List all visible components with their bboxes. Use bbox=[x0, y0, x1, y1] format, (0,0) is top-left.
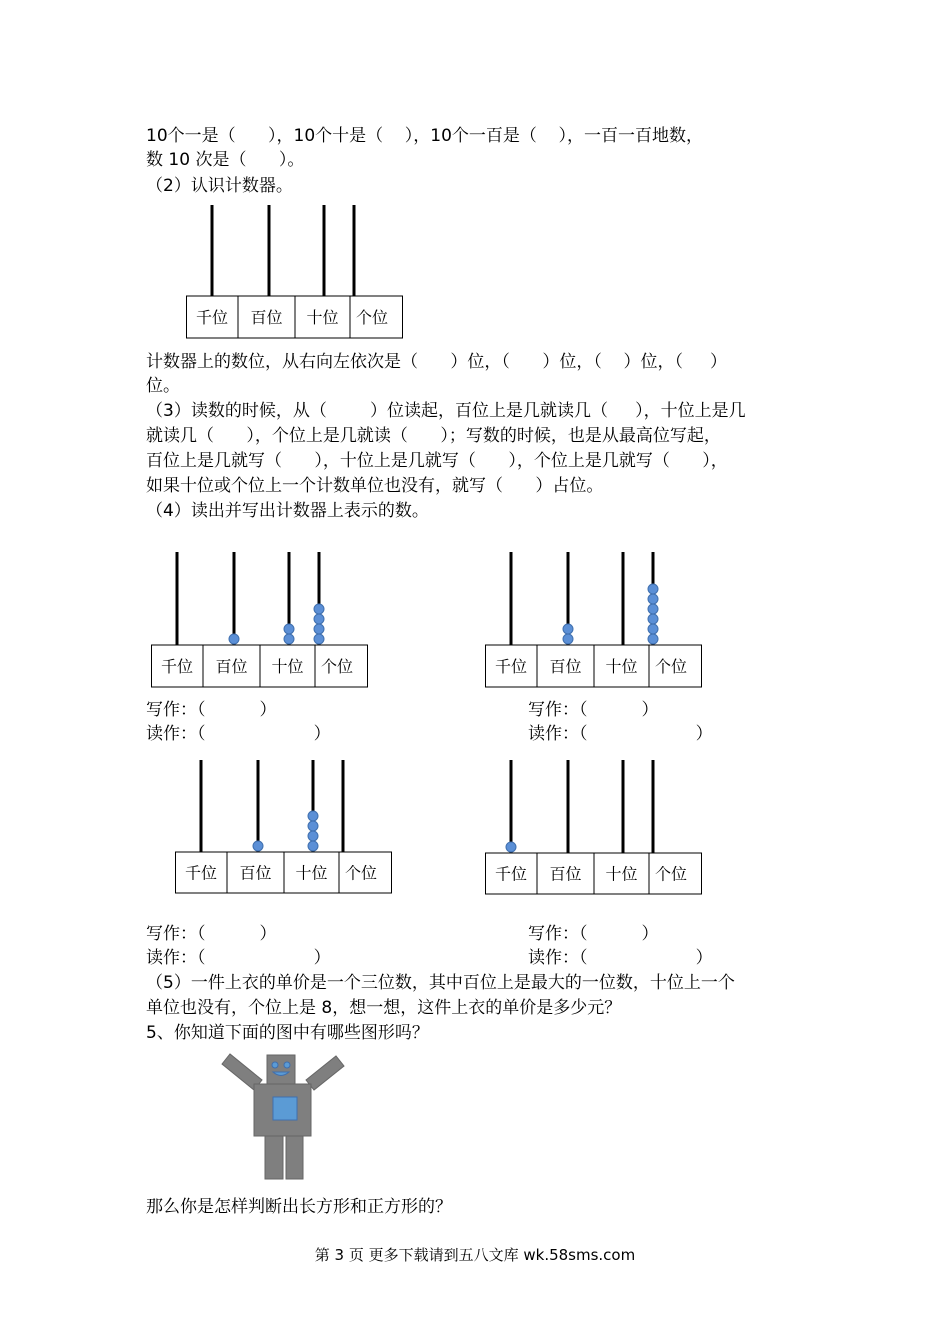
read-label-2: 读作：（ ） bbox=[528, 724, 713, 744]
abacus-place-label: 十位 bbox=[295, 863, 328, 883]
abacus-place-label: 十位 bbox=[271, 657, 304, 676]
page-footer: 第 3 页 更多下载请到五八文库 wk.58sms.com bbox=[314, 1246, 636, 1264]
abacus-bead bbox=[284, 634, 294, 644]
abacus-bead bbox=[229, 634, 239, 644]
abacus-place-label: 十位 bbox=[605, 864, 638, 884]
abacus-bead bbox=[314, 614, 324, 624]
robot-left-eye bbox=[272, 1062, 278, 1068]
text-line-11: （5）一件上衣的单价是一个三位数，其中百位上是最大的一位数，十位上一个 bbox=[146, 973, 735, 993]
text-line-8: 百位上是几就写（ ），十位上是几就写（ ），个位上是几就写（ ）， bbox=[146, 451, 728, 471]
abacus-bead bbox=[506, 842, 516, 852]
text-line-2: 数 10 次是（ ）。 bbox=[146, 150, 305, 170]
abacus-3 bbox=[175, 760, 392, 894]
robot-right-eye bbox=[284, 1062, 290, 1068]
abacus-bead bbox=[563, 634, 573, 644]
write-label-3: 写作：（ ） bbox=[146, 924, 277, 944]
read-label-4: 读作：（ ） bbox=[528, 948, 713, 968]
robot-left-leg bbox=[265, 1136, 283, 1179]
abacus-bead bbox=[648, 594, 658, 604]
abacus-2 bbox=[485, 552, 702, 688]
abacus-place-label: 百位 bbox=[239, 863, 272, 883]
text-line-7: 就读几（ ），个位上是几就读（ ）；写数的时候，也是从最高位写起， bbox=[146, 426, 721, 446]
abacus-place-label: 百位 bbox=[215, 657, 248, 676]
text-line-12: 单位也没有，个位上是 8，想一想，这件上衣的单价是多少元？ bbox=[146, 998, 622, 1018]
abacus-bead bbox=[648, 584, 658, 594]
robot-shapes-figure bbox=[220, 1052, 345, 1184]
abacus-intro bbox=[186, 205, 403, 339]
abacus-place-label: 百位 bbox=[250, 308, 283, 327]
text-line-9: 如果十位或个位上一个计数单位也没有，就写（ ）占位。 bbox=[146, 476, 604, 496]
abacus-place-label: 千位 bbox=[494, 864, 528, 884]
text-line-4: 计数器上的数位，从右向左依次是（ ）位，（ ）位，（ ）位，（ ） bbox=[146, 352, 727, 372]
text-line-1: 10个一是（ ），10个十是（ ），10个一百是（ ），一百一百地数， bbox=[146, 126, 704, 146]
section-heading-4: （4）读出并写出计数器上表示的数。 bbox=[146, 501, 429, 521]
read-label-3: 读作：（ ） bbox=[146, 948, 331, 968]
text-line-6: （3）读数的时候，从（ ）位读起，百位上是几就读几（ ），十位上是几 bbox=[146, 401, 746, 421]
abacus-place-label: 个位 bbox=[356, 308, 389, 327]
abacus-place-label: 个位 bbox=[655, 657, 688, 676]
abacus-bead bbox=[648, 614, 658, 624]
write-label-2: 写作：（ ） bbox=[528, 700, 659, 720]
abacus-bead bbox=[253, 841, 263, 851]
abacus-bead bbox=[284, 624, 294, 634]
abacus-bead bbox=[314, 604, 324, 614]
robot-right-leg bbox=[286, 1136, 303, 1179]
abacus-bead bbox=[648, 624, 658, 634]
abacus-4 bbox=[485, 760, 702, 895]
abacus-place-label: 千位 bbox=[160, 657, 194, 676]
abacus-bead bbox=[308, 831, 318, 841]
text-line-14: 那么你是怎样判断出长方形和正方形的？ bbox=[146, 1197, 452, 1217]
write-label-1: 写作：（ ） bbox=[146, 700, 277, 720]
abacus-bead bbox=[563, 624, 573, 634]
text-line-5: 位。 bbox=[146, 376, 180, 396]
robot-right-arm bbox=[306, 1056, 344, 1090]
abacus-place-label: 百位 bbox=[549, 864, 582, 884]
section-heading-2: （2）认识计数器。 bbox=[146, 176, 293, 196]
abacus-bead bbox=[308, 821, 318, 831]
abacus-place-label: 千位 bbox=[184, 863, 218, 883]
abacus-place-label: 千位 bbox=[494, 657, 528, 676]
abacus-bead bbox=[648, 604, 658, 614]
abacus-place-label: 千位 bbox=[195, 308, 229, 327]
abacus-place-label: 十位 bbox=[306, 308, 339, 327]
read-label-1: 读作：（ ） bbox=[146, 724, 331, 744]
abacus-bead bbox=[648, 634, 658, 644]
write-label-4: 写作：（ ） bbox=[528, 924, 659, 944]
abacus-bead bbox=[314, 624, 324, 634]
robot-head bbox=[267, 1055, 295, 1085]
abacus-bead bbox=[308, 841, 318, 851]
question-5: 5、你知道下面的图中有哪些图形吗？ bbox=[146, 1023, 429, 1043]
abacus-place-label: 十位 bbox=[605, 657, 638, 676]
abacus-1 bbox=[151, 552, 368, 688]
abacus-bead bbox=[314, 634, 324, 644]
abacus-place-label: 个位 bbox=[655, 864, 688, 884]
abacus-place-label: 个位 bbox=[321, 657, 354, 676]
robot-chest-square bbox=[273, 1097, 297, 1120]
abacus-bead bbox=[308, 811, 318, 821]
abacus-place-label: 个位 bbox=[345, 863, 378, 883]
abacus-place-label: 百位 bbox=[549, 657, 582, 676]
